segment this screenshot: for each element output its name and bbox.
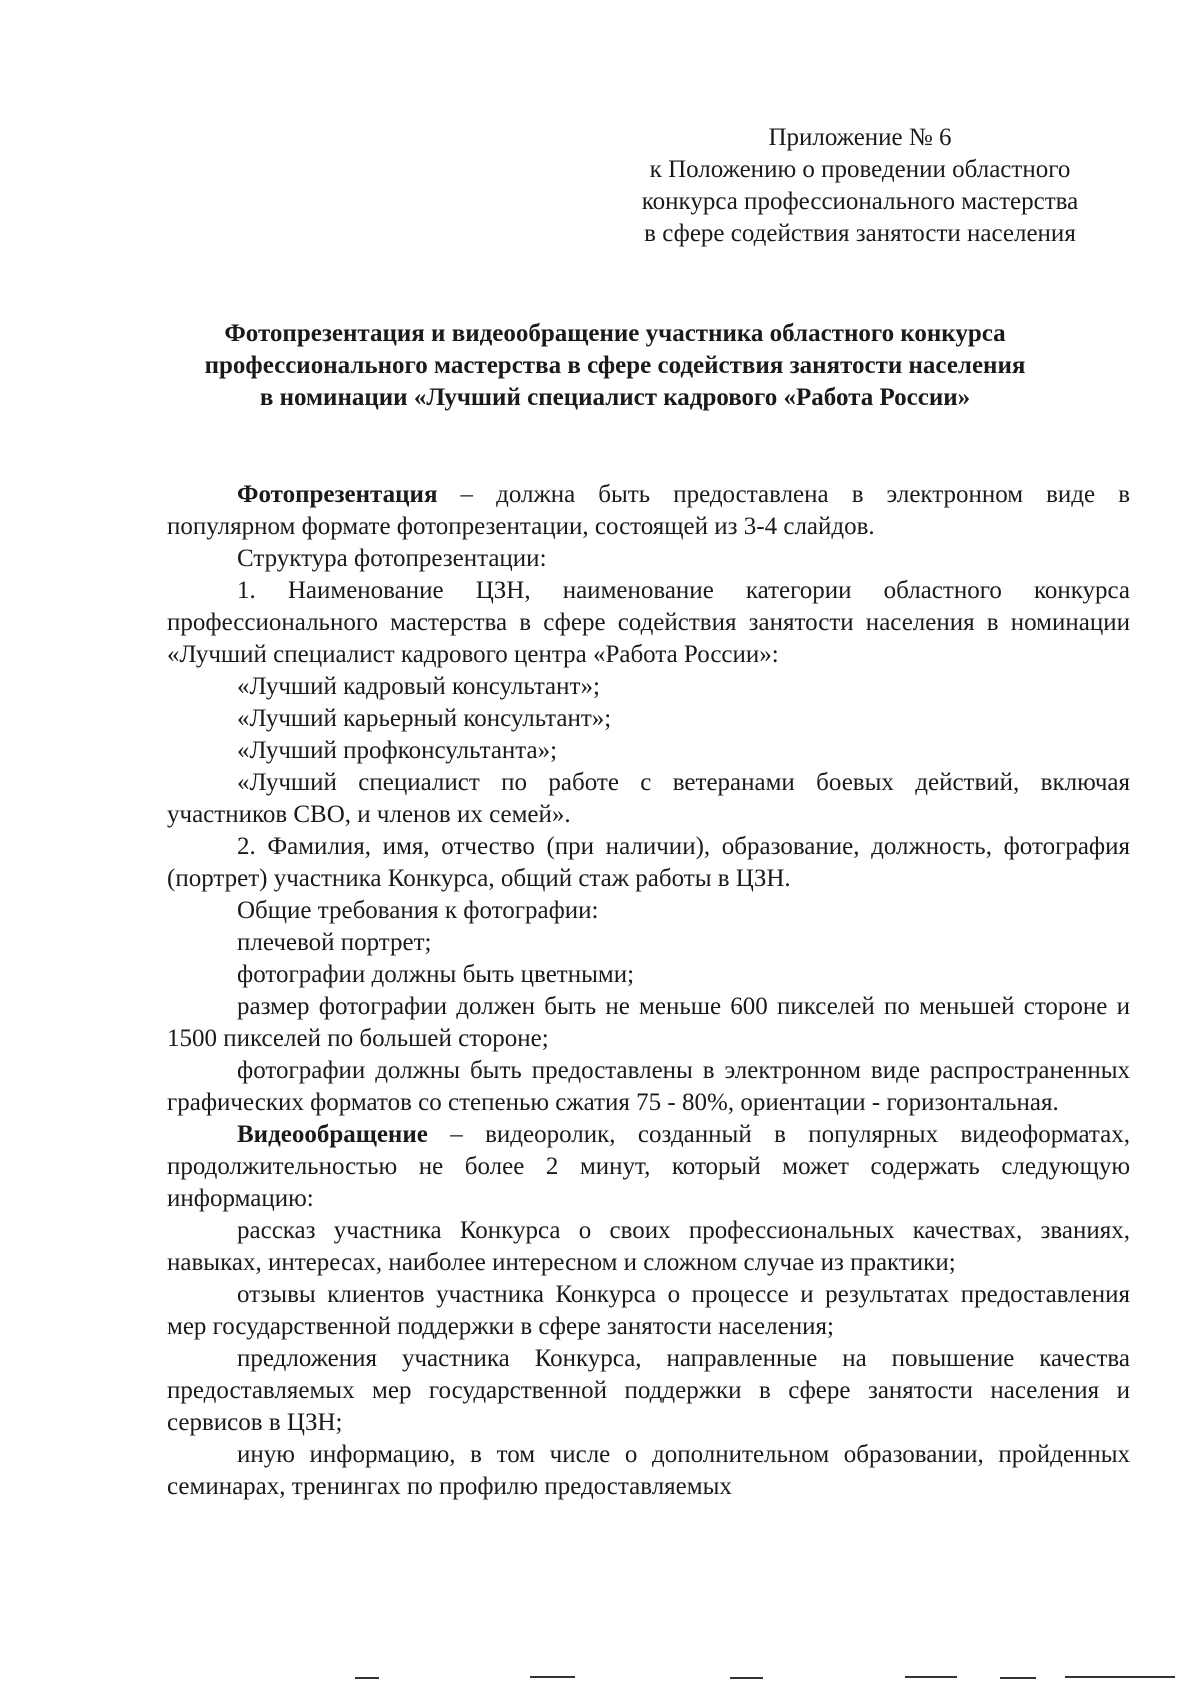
document-body [167, 479, 1130, 1503]
scan-artifact [1065, 1676, 1175, 1678]
title-line: профессионального мастерства в сфере содействия занятости населения [204, 352, 1026, 379]
paragraph [167, 1119, 1130, 1215]
paragraph: иную информацию, в том числе о дополнительном образовании, пройденных семинарах, тренингах по профилю предоставляемых [167, 1441, 1130, 1500]
appendix-line: к Положению о проведении областного [649, 156, 1071, 183]
paragraph-text: – должна быть предоставлена в электронном виде в популярном формате фотопрезентации, состоящей из 3-4 слайдов. [167, 481, 1130, 540]
paragraph: размер фотографии должен быть не меньше 600 пикселей по меньшей стороне и 1500 пикселей по большей стороне; [167, 993, 1130, 1052]
paragraph-lead: Фотопрезентация [237, 481, 438, 508]
paragraph: «Лучший специалист по работе с ветеранами боевых действий, включая участников СВО, и членов их семей». [167, 769, 1130, 828]
scan-artifact [905, 1676, 957, 1678]
document-title [150, 318, 1080, 414]
paragraph: фотографии должны быть предоставлены в электронном виде распространенных графических форматов со степенью сжатия 75 - 80%, ориентации - горизонтальная. [167, 1057, 1130, 1116]
scan-artifact [530, 1676, 575, 1678]
appendix-line: Приложение № 6 [768, 124, 952, 151]
paragraph: фотографии должны быть цветными; [237, 961, 635, 988]
paragraph: 2. Фамилия, имя, отчество (при наличии), образование, должность, фотография (портрет) участника Конкурса, общий стаж работы в ЦЗН. [167, 833, 1130, 892]
paragraph: «Лучший профконсультанта»; [237, 737, 558, 764]
paragraph [167, 479, 1130, 543]
scan-artifact [730, 1677, 763, 1679]
appendix-header [600, 122, 1120, 250]
paragraph: предложения участника Конкурса, направленные на повышение качества предоставляемых мер государственной поддержки в сфере занятости населения и сервисов в ЦЗН; [167, 1345, 1130, 1436]
paragraph: отзывы клиентов участника Конкурса о процессе и результатах предоставления мер государственной поддержки в сфере занятости населения; [167, 1281, 1130, 1340]
scan-artifact [1000, 1677, 1036, 1679]
paragraph: рассказ участника Конкурса о своих профессиональных качествах, званиях, навыках, интересах, наиболее интересном и сложном случае из практики; [167, 1217, 1130, 1276]
paragraph-lead: Видеообращение [237, 1121, 428, 1148]
paragraph: Общие требования к фотографии: [237, 897, 599, 924]
paragraph: Структура фотопрезентации: [237, 545, 547, 572]
title-line: Фотопрезентация и видеообращение участника областного конкурса [224, 320, 1006, 347]
paragraph: 1. Наименование ЦЗН, наименование категории областного конкурса профессионального мастерства в сфере содействия занятости населения в номинации «Лучший специалист кадрового центра «Работа России»: [167, 577, 1130, 668]
paragraph: плечевой портрет; [237, 929, 432, 956]
appendix-line: конкурса профессионального мастерства [641, 188, 1079, 215]
appendix-line: в сфере содействия занятости населения [644, 220, 1076, 247]
scan-artifact [355, 1677, 379, 1679]
title-line: в номинации «Лучший специалист кадрового «Работа России» [259, 384, 971, 411]
paragraph: «Лучший карьерный консультант»; [237, 705, 612, 732]
paragraph: «Лучший кадровый консультант»; [237, 673, 600, 700]
paragraph-text: – видеоролик, созданный в популярных видеоформатах, продолжительностью не более 2 минут, который может содержать следующую информацию: [167, 1121, 1130, 1212]
